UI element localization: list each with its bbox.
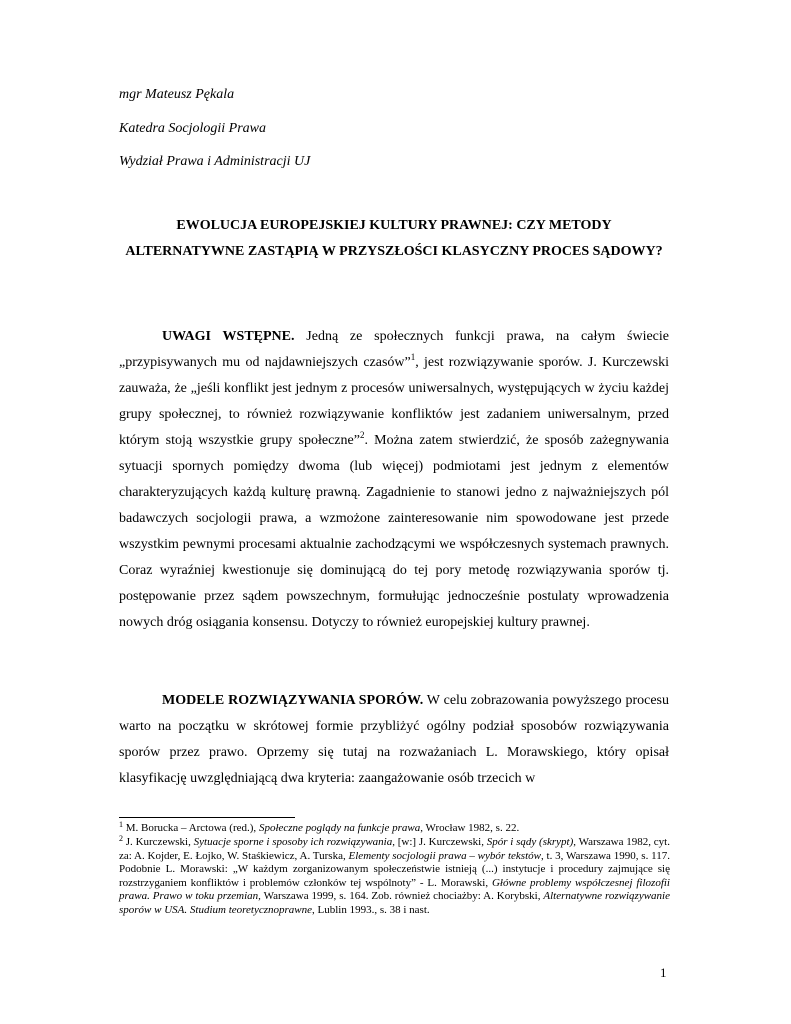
paragraph-models <box>119 688 669 792</box>
footnote-text: J. Kurczewski, <box>123 836 194 848</box>
footnote-text: , t. 3, Warszawa 1990, s. 117. Podobnie L. Morawski: „W każdym zorganizowanym społeczeństwie istnieją (...) instytucje i procedury zajmujące się rozstrzyganiem konfliktów i problemów członków tej wspólnoty” - L. Morawski, <box>119 849 670 889</box>
footnote-title: Spór i sądy (skrypt) <box>486 836 574 848</box>
document-title: EWOLUCJA EUROPEJSKIEJ KULTURY PRAWNEJ: CZY METODY ALTERNATYWNE ZASTĄPIĄ W PRZYSZŁOŚCI KLASYCZNY PROCES SĄDOWY? <box>125 218 663 259</box>
paragraph-text: Jedną ze społecznych funkcji prawa, na całym świecie „przypisywanych mu od najdawniejszych czasów” <box>119 329 669 370</box>
author-name: mgr Mateusz Pękala <box>119 87 235 102</box>
page-number: 1 <box>660 965 667 980</box>
footnote-number: 1 <box>119 820 123 829</box>
footnote-text: , Wrocław 1982, s. 22. <box>420 822 520 834</box>
footnote-text: Warszawa 1999, s. 164. Zob. również chociażby: A. Korybski, <box>260 890 544 902</box>
footnote-ref-2[interactable]: 2 <box>359 430 365 440</box>
author-faculty: Wydział Prawa i Administracji UJ <box>119 154 311 169</box>
footnote-title: Główne problemy współczesnej filozofii prawa. Prawo w toku przemian, <box>119 876 670 902</box>
paragraph-text: , jest rozwiązywanie sporów. J. Kurczewski zauważa, że „jeśli konflikt jest jednym z procesów uniwersalnych, występujących w życiu każdej grupy społecznej, to również rozwiązywanie konfliktów jest zadaniem uniwersalnym, przed którym stoją wszystkie grupy społeczne” <box>119 355 669 448</box>
author-department: Katedra Socjologii Prawa <box>119 121 266 136</box>
footnote-text: , [w:] J. Kurczewski, <box>392 836 487 848</box>
footnote-text: M. Borucka – Arctowa (red.), <box>123 822 259 834</box>
footnote-title: Sytuacje sporne i sposoby ich rozwiązywania <box>193 836 393 848</box>
footnote-2 <box>119 836 670 917</box>
footnote-1 <box>119 822 670 836</box>
footnote-title: Społeczne poglądy na funkcje prawa <box>258 822 421 834</box>
footnote-title: Alternatywne rozwiązywanie sporów w USA. Studium teoretycznoprawne <box>119 890 670 916</box>
section-heading-intro: UWAGI WSTĘPNE. <box>162 329 295 344</box>
paragraph-text: W celu zobrazowania powyższego procesu warto na początku w skrótowej formie przybliżyć ogólny podział sposobów rozwiązywania sporów przez prawo. Oprzemy się tutaj na rozważaniach L. Morawskiego, który opisał klasyfikację uwzględniającą dwa kryteria: zaangażowanie osób trzecich w <box>119 693 669 786</box>
footnote-ref-1[interactable]: 1 <box>410 352 416 362</box>
paragraph-intro <box>119 324 669 636</box>
footnote-number: 2 <box>119 834 123 843</box>
footnote-title: Elementy socjologii prawa – wybór tekstów <box>348 849 541 862</box>
footnote-text: , Warszawa 1982, cyt. za: A. Kojder, E. Łojko, W. Staśkiewicz, A. Turska, <box>119 836 670 862</box>
footnote-separator <box>119 817 295 818</box>
paragraph-text: . Można zatem stwierdzić, że sposób zażegnywania sytuacji spornych pomiędzy dwoma (lub więcej) podmiotami jest jednym z elementów charakteryzujących każdą kulturę prawną. Zagadnienie to stanowi jedno z najważniejszych pól badawczych socjologii prawa, a wzmożone zainteresowanie nim spowodowane jest przede wszystkim pewnymi procesami aktualnie zachodzącymi we współczesnych systemach prawnych. Coraz wyraźniej kwestionuje się dominującą do tej pory metodę rozwiązywania sporów tj. postępowanie przez sądem powszechnym, formułując jednocześnie postulaty wprowadzenia nowych dróg osiągania konsensu. Dotyczy to również europejskiej kultury prawnej. <box>119 433 670 630</box>
section-heading-models: MODELE ROZWIĄZYWANIA SPORÓW. <box>162 693 424 708</box>
footnote-text: , Lublin 1993., s. 38 i nast. <box>312 903 430 916</box>
